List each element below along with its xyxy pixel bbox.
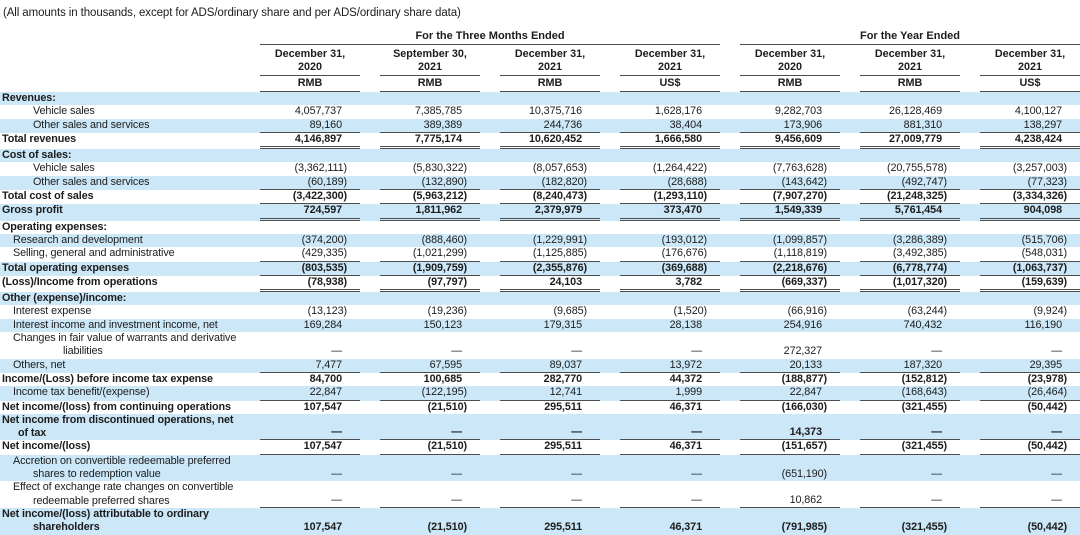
row-label: Net income/(loss)	[2, 440, 91, 453]
cell-value: (1,021,299)	[380, 247, 480, 261]
table-row	[0, 332, 1080, 359]
cell-value: 116,190	[1024, 318, 1062, 331]
cell-value: (1,264,422)	[652, 162, 707, 175]
row-label: Vehicle sales	[33, 105, 95, 118]
cell-value: (5,963,212)	[380, 190, 480, 204]
cell-value: 373,470	[620, 204, 720, 220]
cell-value: (193,012)	[661, 233, 707, 246]
cell-value: —	[451, 468, 462, 481]
cell-value: 38,404	[620, 119, 720, 133]
cell-value: (669,337)	[740, 276, 840, 292]
label-column-spacer	[0, 48, 240, 76]
cell-value: 46,371	[669, 521, 702, 534]
table-row	[0, 481, 1080, 508]
cell-value: 7,477	[260, 359, 360, 373]
cell-value: (19,236)	[427, 305, 467, 318]
currency-header: RMB	[260, 77, 360, 92]
column-header: December 31, 2021	[620, 48, 720, 76]
currency-header: RMB	[500, 77, 600, 92]
cell-value: (1,520)	[673, 305, 707, 318]
cell-value: (78,938)	[260, 276, 360, 292]
column-header: December 31, 2021	[860, 48, 960, 76]
table-row	[0, 105, 1080, 118]
cell-value: (77,323)	[980, 176, 1080, 190]
cell-value: 5,761,454	[860, 204, 960, 220]
row-label: Cost of sales:	[2, 149, 72, 162]
cell-value: 1,666,580	[620, 133, 720, 149]
cell-value: (3,492,385)	[860, 247, 960, 261]
column-headers-row	[0, 48, 1080, 76]
cell-value: —	[451, 345, 462, 358]
cell-value: 107,547	[303, 400, 342, 413]
table-row	[0, 234, 1080, 247]
cell-value: (803,535)	[260, 262, 360, 276]
cell-value: 7,385,785	[414, 105, 462, 118]
cell-value: —	[691, 345, 702, 358]
cell-value: 22,847	[260, 386, 360, 400]
cell-value: —	[860, 481, 960, 508]
cell-value: (7,907,270)	[740, 190, 840, 204]
cell-value: (21,510)	[380, 440, 480, 454]
cell-value: (8,240,473)	[500, 190, 600, 204]
row-label: Research and development	[13, 233, 143, 246]
cell-value: 1,999	[620, 386, 720, 400]
table-row	[0, 262, 1080, 276]
cell-value: 187,320	[860, 359, 960, 373]
table-row	[0, 247, 1080, 261]
cell-value: 389,389	[380, 119, 480, 133]
table-row	[0, 305, 1080, 318]
cell-value: —	[620, 414, 720, 441]
cell-value: (1,017,320)	[860, 276, 960, 292]
cell-value: (3,422,300)	[260, 190, 360, 204]
cell-value: 254,916	[783, 318, 822, 331]
cell-value: —	[331, 345, 342, 358]
table-row	[0, 149, 1080, 162]
row-label: Gross profit	[2, 204, 63, 217]
row-label: (Loss)/Income from operations	[2, 275, 158, 288]
cell-value: 4,100,127	[1014, 105, 1062, 118]
cell-value: (50,442)	[1027, 400, 1067, 413]
cell-value: 1,811,962	[380, 204, 480, 220]
row-label: Others, net	[13, 358, 66, 371]
currency-header: US$	[980, 77, 1080, 92]
cell-value: 244,736	[500, 119, 600, 133]
row-label: Selling, general and administrative	[13, 247, 175, 260]
row-label: Changes in fair value of warrants and derivative liabilities	[13, 332, 237, 358]
cell-value: (3,286,389)	[892, 233, 947, 246]
row-label: Vehicle sales	[33, 162, 95, 175]
table-row	[0, 508, 1080, 535]
cell-value: 46,371	[620, 440, 720, 454]
cell-value: 295,511	[544, 400, 582, 413]
cell-value: (60,189)	[260, 176, 360, 190]
cell-value: 173,906	[740, 119, 840, 133]
cell-value: (182,820)	[500, 176, 600, 190]
cell-value: 10,620,452	[500, 133, 600, 149]
cell-value: 107,547	[303, 521, 342, 534]
row-label: Net income/(loss) attributable to ordinary shareholders	[2, 507, 209, 534]
column-header: December 31, 2021	[500, 48, 600, 76]
cell-value: 28,138	[669, 318, 702, 331]
cell-value: 282,770	[543, 372, 582, 385]
cell-value: 100,685	[423, 372, 462, 385]
cell-value: 20,133	[740, 359, 840, 373]
cell-value: 44,372	[669, 372, 702, 385]
cell-value: 272,327	[783, 345, 822, 358]
cell-value: 3,782	[620, 276, 720, 292]
currency-header: RMB	[860, 77, 960, 92]
cell-value: 2,379,979	[500, 204, 600, 220]
cell-value: (20,755,578)	[886, 162, 947, 175]
cell-value: (321,455)	[901, 521, 947, 534]
column-header: December 31, 2021	[980, 48, 1080, 76]
cell-value: (2,218,676)	[740, 262, 840, 276]
cell-value: —	[691, 468, 702, 481]
cell-value: (188,877)	[781, 372, 827, 385]
row-label: Net income/(loss) from continuing operations	[2, 400, 231, 413]
table-row	[0, 386, 1080, 400]
cell-value: 9,456,609	[740, 133, 840, 149]
cell-value: (651,190)	[781, 468, 827, 481]
row-label: Total operating expenses	[2, 261, 129, 274]
cell-value: (3,257,003)	[1012, 162, 1067, 175]
cell-value: (5,830,322)	[412, 162, 467, 175]
cell-value: (6,778,774)	[860, 262, 960, 276]
table-row	[0, 319, 1080, 332]
amounts-note: (All amounts in thousands, except for ADS/ordinary share and per ADS/ordinary share data)	[3, 7, 461, 19]
table-row	[0, 92, 1080, 105]
cell-value: 29,395	[980, 359, 1080, 373]
cell-value: 107,547	[260, 440, 360, 454]
cell-value: —	[571, 468, 582, 481]
table-row	[0, 401, 1080, 414]
cell-value: 24,103	[500, 276, 600, 292]
currency-header: RMB	[740, 77, 840, 92]
table-row	[0, 190, 1080, 204]
currency-row	[0, 77, 1080, 92]
cell-value: (429,335)	[260, 247, 360, 261]
cell-value: (321,455)	[860, 440, 960, 454]
cell-value: (492,747)	[860, 176, 960, 190]
cell-value: 169,284	[303, 318, 342, 331]
cell-value: 881,310	[860, 119, 960, 133]
cell-value: (21,248,325)	[860, 190, 960, 204]
cell-value: (132,890)	[380, 176, 480, 190]
cell-value: —	[500, 414, 600, 441]
cell-value: (374,200)	[301, 233, 347, 246]
row-label: Net income from discontinued operations, net of tax	[2, 413, 234, 440]
cell-value: (97,797)	[380, 276, 480, 292]
cell-value: (3,362,111)	[294, 162, 347, 175]
table-row	[0, 276, 1080, 292]
table-row	[0, 176, 1080, 190]
cell-value: —	[1051, 468, 1062, 481]
cell-value: 724,597	[260, 204, 360, 220]
cell-value: 150,123	[423, 318, 462, 331]
row-label: Income/(Loss) before income tax expense	[2, 372, 213, 385]
currency-header: US$	[620, 77, 720, 92]
row-label: Other sales and services	[33, 118, 150, 131]
row-label: Accretion on convertible redeemable preferred shares to redemption value	[13, 454, 231, 481]
cell-value: 1,549,339	[740, 204, 840, 220]
cell-value: (9,924)	[1033, 305, 1067, 318]
cell-value: —	[1051, 345, 1062, 358]
cell-value: 179,315	[543, 318, 582, 331]
table-row	[0, 119, 1080, 133]
table-row	[0, 440, 1080, 454]
row-label: Interest expense	[13, 305, 92, 318]
row-label: Income tax benefit/(expense)	[13, 386, 150, 399]
row-label: Total revenues	[2, 132, 77, 145]
cell-value: —	[500, 481, 600, 508]
cell-value: (1,229,991)	[532, 233, 587, 246]
cell-value: 4,238,424	[980, 133, 1080, 149]
cell-value: (369,688)	[620, 262, 720, 276]
cell-value: (7,763,628)	[772, 162, 827, 175]
table-row	[0, 204, 1080, 220]
cell-value: (159,639)	[980, 276, 1080, 292]
table-row	[0, 221, 1080, 234]
cell-value: 904,098	[980, 204, 1080, 220]
cell-value: (166,030)	[781, 400, 827, 413]
cell-value: (21,510)	[427, 400, 467, 413]
label-column-spacer	[0, 30, 240, 45]
cell-value: —	[260, 481, 360, 508]
cell-value: (21,510)	[427, 521, 467, 534]
table-row	[0, 133, 1080, 149]
cell-value: —	[380, 414, 480, 441]
cell-value: 9,282,703	[774, 105, 822, 118]
row-label: Other (expense)/income:	[2, 292, 127, 305]
cell-value: (1,293,110)	[620, 190, 720, 204]
cell-value: 84,700	[309, 372, 342, 385]
cell-value: (321,455)	[901, 400, 947, 413]
cell-value: (66,916)	[787, 305, 827, 318]
cell-value: —	[620, 481, 720, 508]
cell-value: (26,464)	[980, 386, 1080, 400]
cell-value: —	[931, 345, 942, 358]
cell-value: (50,442)	[980, 440, 1080, 454]
cell-value: 10,375,716	[528, 105, 582, 118]
cell-value: (151,657)	[740, 440, 840, 454]
cell-value: (1,118,819)	[740, 247, 840, 261]
cell-value: (3,334,326)	[980, 190, 1080, 204]
row-label: Interest income and investment income, net	[13, 318, 218, 331]
cell-value: (28,688)	[620, 176, 720, 190]
cell-value: —	[931, 468, 942, 481]
cell-value: —	[980, 414, 1080, 441]
cell-value: (2,355,876)	[500, 262, 600, 276]
cell-value: 13,972	[620, 359, 720, 373]
label-column-spacer	[0, 77, 240, 92]
cell-value: 67,595	[380, 359, 480, 373]
cell-value: 295,511	[544, 521, 582, 534]
cell-value: —	[571, 345, 582, 358]
table-body	[0, 92, 1080, 535]
column-header: December 31, 2020	[260, 48, 360, 76]
cell-value: 14,373	[740, 414, 840, 441]
table-row	[0, 359, 1080, 373]
cell-value: (1,063,737)	[980, 262, 1080, 276]
cell-value: —	[260, 414, 360, 441]
cell-value: (548,031)	[980, 247, 1080, 261]
cell-value: 89,037	[500, 359, 600, 373]
cell-value: 22,847	[740, 386, 840, 400]
cell-value: —	[380, 481, 480, 508]
row-label: Revenues:	[2, 92, 56, 104]
cell-value: (122,195)	[380, 386, 480, 400]
table-row	[0, 414, 1080, 441]
cell-value: (13,123)	[307, 305, 347, 318]
cell-value: (1,909,759)	[380, 262, 480, 276]
cell-value: 4,057,737	[294, 105, 342, 118]
cell-value: 1,628,176	[654, 105, 702, 118]
cell-value: 10,862	[740, 481, 840, 508]
table-row	[0, 162, 1080, 175]
income-statement-table	[0, 30, 1080, 535]
cell-value: (1,125,885)	[500, 247, 600, 261]
column-group-three-months: For the Three Months Ended	[260, 30, 720, 45]
cell-value: (515,706)	[1021, 233, 1067, 246]
cell-value: (9,685)	[553, 305, 587, 318]
cell-value: (63,244)	[907, 305, 947, 318]
cell-value: 12,741	[500, 386, 600, 400]
cell-value: 27,009,779	[860, 133, 960, 149]
currency-header: RMB	[380, 77, 480, 92]
column-groups-row	[0, 30, 1080, 45]
cell-value: (176,676)	[620, 247, 720, 261]
cell-value: (791,985)	[781, 521, 827, 534]
cell-value: 138,297	[980, 119, 1080, 133]
row-label: Total cost of sales	[2, 190, 94, 203]
cell-value: (168,643)	[860, 386, 960, 400]
cell-value: 7,775,174	[380, 133, 480, 149]
cell-value: (1,099,857)	[772, 233, 827, 246]
column-header: September 30, 2021	[380, 48, 480, 76]
row-label: Operating expenses:	[2, 220, 107, 233]
row-label: Effect of exchange rate changes on convertible redeemable preferred shares	[13, 481, 234, 507]
cell-value: —	[331, 468, 342, 481]
cell-value: 26,128,469	[888, 105, 942, 118]
cell-value: (8,057,653)	[532, 162, 587, 175]
cell-value: 4,146,897	[260, 133, 360, 149]
table-row	[0, 373, 1080, 386]
column-group-year: For the Year Ended	[740, 30, 1080, 45]
column-header: December 31, 2020	[740, 48, 840, 76]
table-row	[0, 292, 1080, 305]
cell-value: 295,511	[500, 440, 600, 454]
cell-value: 740,432	[903, 318, 942, 331]
cell-value: —	[860, 414, 960, 441]
cell-value: (143,642)	[740, 176, 840, 190]
cell-value: (23,978)	[1027, 372, 1067, 385]
cell-value: 89,160	[260, 119, 360, 133]
cell-value: 46,371	[669, 400, 702, 413]
row-label: Other sales and services	[33, 175, 150, 188]
cell-value: (50,442)	[1027, 521, 1067, 534]
table-row	[0, 455, 1080, 482]
cell-value: —	[980, 481, 1080, 508]
cell-value: (152,812)	[901, 372, 947, 385]
cell-value: (888,460)	[421, 233, 467, 246]
